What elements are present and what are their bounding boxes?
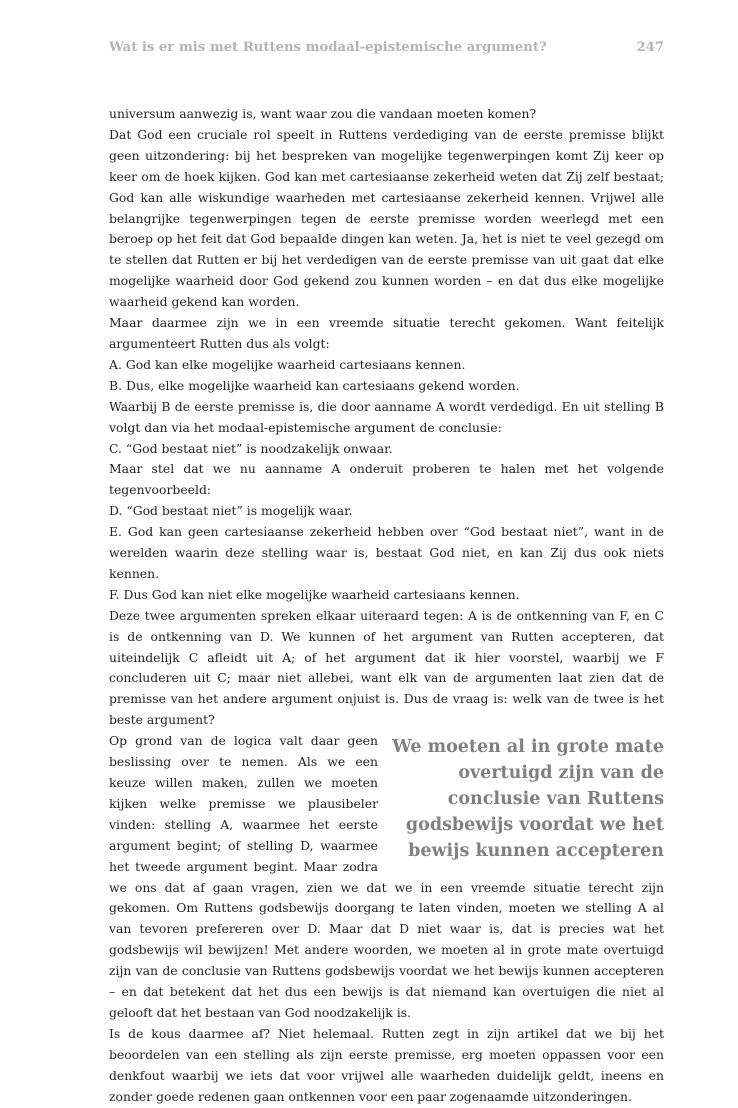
running-head xyxy=(109,40,664,64)
body-text xyxy=(109,104,664,1108)
page-number: 247 xyxy=(636,40,664,55)
paragraph: Maar daarmee zijn we in een vreemde situatie terecht gekomen. Want feitelijk argumenteert Rutten dus als volgt: xyxy=(109,315,664,351)
paragraph: Op grond van de logica valt daar geen beslissing over te nemen. Als we een keuze willen maken, zullen we moeten kijken welke premisse we plausibeler vinden: stelling A, waarmee het eerste argument begint; of stelling D, waarmee het tweede argument begint. Maar zodra we ons dat af gaan vragen, zien we dat we in een vreemde situatie terecht zijn gekomen. Om Ruttens godsbewijs doorgang te laten vinden, moeten we stelling A al van tevoren prefereren over D. Maar dat D niet waar is, dat is precies wat het godsbewijs wil bewijzen! Met andere woorden, we moeten al in grote mate overtuigd zijn van de conclusie van Ruttens godsbewijs voordat we het bewijs kunnen accepteren – en dat betekent dat het dus een bewijs is dat niemand kan overtuigen die niet al gelooft dat het bestaan van God noodzakelijk is. xyxy=(109,733,664,1020)
paragraph: Deze twee argumenten spreken elkaar uiteraard tegen: A is de ontkenning van F, en C is de ontkenning van D. We kunnen of het argument van Rutten accepteren, dat uiteindelijk C afleidt uit A; of het argument dat ik hier voorstel, waarbij we F concluderen uit C; maar niet allebei, want elk van de argumenten laat zien dat de premisse van het andere argument onjuist is. Dus de vraag is: welk van de twee is het beste argument? xyxy=(109,607,664,728)
list-item-c: C. “God bestaat niet” is noodzakelijk onwaar. xyxy=(109,440,393,456)
list-item-d: D. “God bestaat niet” is mogelijk waar. xyxy=(109,503,353,519)
pull-quote: We moeten al in grote mate overtuigd zijn van de conclusie van Ruttens godsbewijs voordat we het bewijs kunnen accepteren xyxy=(392,737,664,862)
paragraph: universum aanwezig is, want waar zou die vandaan moeten komen? xyxy=(109,106,537,121)
list-item-f: F. Dus God kan niet elke mogelijke waarheid cartesiaans kennen. xyxy=(109,586,520,602)
paragraph: Dat God een cruciale rol speelt in Ruttens verdediging van de eerste premisse blijkt geen uitzondering: bij het bespreken van mogelijke tegenwerpingen komt Zij keer op keer om de hoek kijken. God kan met cartesiaanse zekerheid weten dat Zij zelf bestaat; God kan alle wiskundige waarheden met cartesiaanse zekerheid kennen. Vrijwel alle belangrijke tegenwerpingen tegen de eerste premisse worden weerlegd met een beroep op het feit dat God bepaalde dingen kan weten. Ja, het is niet te veel gezegd om te stellen dat Rutten er bij het verdedigen van de eerste premisse van uit gaat dat elke mogelijke waarheid door God gekend zou kunnen worden – en dat dus elke mogelijke waarheid gekend kan worden. xyxy=(109,126,664,310)
paragraph: Maar stel dat we nu aanname A onderuit proberen te halen met het volgende tegenvoorbeeld: xyxy=(109,461,664,498)
list-item-e: E. God kan geen cartesiaanse zekerheid hebben over “God bestaat niet”, want in de werelden waarin deze stelling waar is, bestaat God niet, en kan Zij dus ook niets kennen. xyxy=(109,524,664,581)
list-item-a: A. God kan elke mogelijke waarheid cartesiaans kennen. xyxy=(109,356,466,372)
list-item-b: B. Dus, elke mogelijke waarheid kan cartesiaans gekend worden. xyxy=(109,377,520,393)
running-title: Wat is er mis met Ruttens modaal-epistemische argument? xyxy=(109,40,547,55)
final-paragraph: Is de kous daarmee af? Niet helemaal. Rutten zegt in zijn artikel dat we bij het beoordelen van een stelling als zijn eerste premisse, erg moeten oppassen voor een denkfout waarbij we iets dat voor vrijwel alle waarheden duidelijk geldt, ineens en zonder goede redenen gaan ontkennen voor een paar zogenaamde uitzonderingen. xyxy=(109,1025,664,1104)
paragraph: Waarbij B de eerste premisse is, die door aanname A wordt verdedigd. En uit stelling B volgt dan via het modaal-epistemische argument de conclusie: xyxy=(109,398,664,435)
paragraph-with-pull-quote xyxy=(109,731,664,1024)
